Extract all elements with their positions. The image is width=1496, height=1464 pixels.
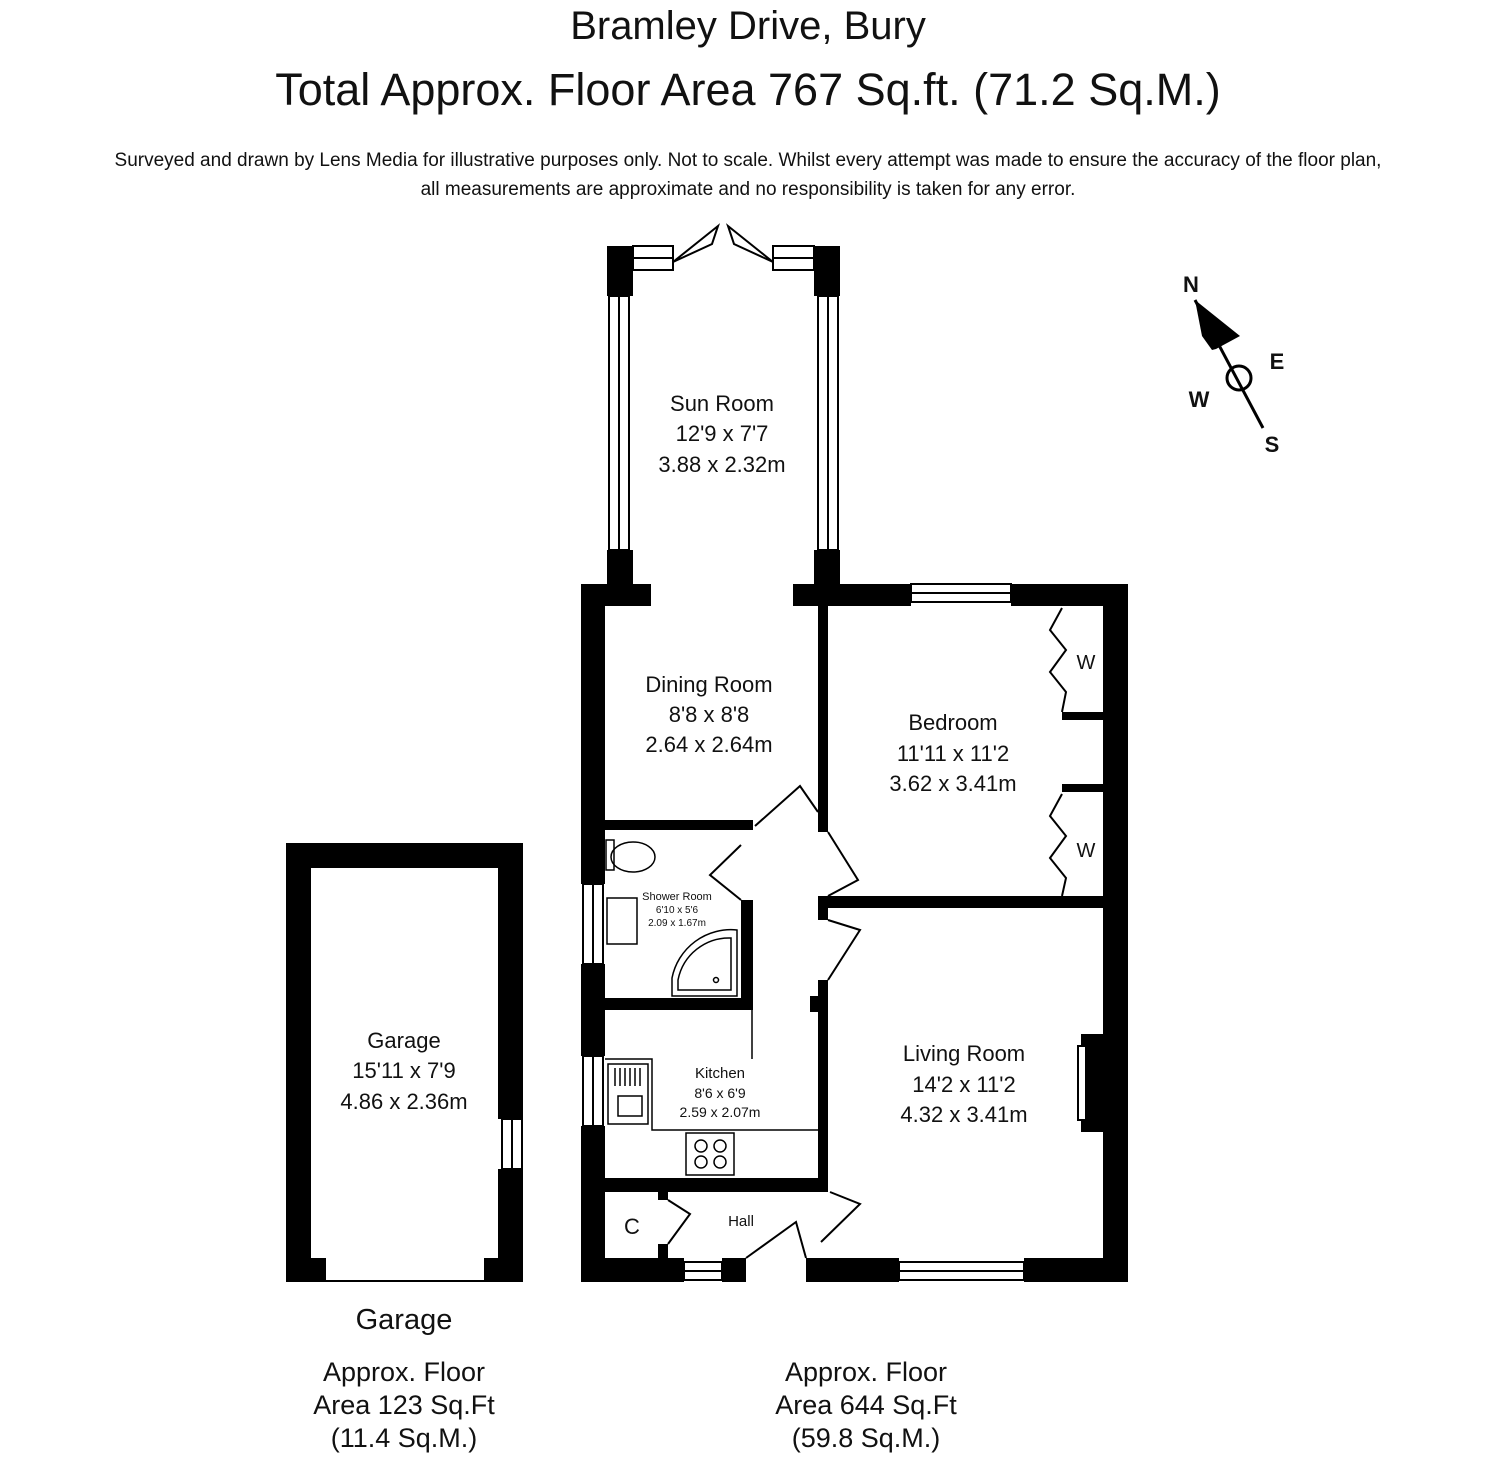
- compass-rose: [1183, 272, 1284, 457]
- plan-title: Bramley Drive, Bury: [570, 4, 926, 48]
- bedroom-imperial: 11'11 x 11'2: [896, 741, 1010, 766]
- toilet-cistern: [606, 840, 614, 870]
- hob-icon: [686, 1133, 734, 1175]
- garage-area-line-2: Area 123 Sq.Ft: [313, 1390, 495, 1420]
- room-label-dining-room: [645, 672, 772, 757]
- garage-area-line-3: (11.4 Sq.M.): [330, 1423, 478, 1453]
- basin-icon: [607, 898, 637, 944]
- living-room-name: Living Room: [902, 1041, 1026, 1066]
- shower-room-imperial: 6'10 x 5'6: [655, 905, 699, 916]
- north-arrow-icon: [1195, 300, 1240, 350]
- house-area-line-3: (59.8 Sq.M.): [791, 1423, 941, 1453]
- sun-room-metric: 3.88 x 2.32m: [658, 452, 786, 477]
- bedroom-name: Bedroom: [908, 710, 998, 735]
- house-area-line-2: Area 644 Sq.Ft: [775, 1390, 957, 1420]
- compass-w: W: [1188, 387, 1210, 412]
- house-area-line-1: Approx. Floor: [784, 1357, 948, 1387]
- cupboard-label: C: [624, 1214, 640, 1239]
- room-label-shower-room: [642, 891, 712, 929]
- wardrobe-label-1: W: [1076, 652, 1096, 674]
- garage-imperial: 15'11 x 7'9: [352, 1058, 456, 1083]
- dining-room-name: Dining Room: [645, 672, 773, 697]
- shower-room-metric: 2.09 x 1.67m: [648, 918, 706, 929]
- disclaimer-line-1: Surveyed and drawn by Lens Media for illustrative purposes only. Not to scale. Whilst every attempt was made to ensure the accuracy of the floor plan,: [114, 150, 1382, 171]
- kitchen-name: Kitchen: [694, 1065, 746, 1082]
- room-label-garage: [340, 1028, 467, 1114]
- living-room-metric: 4.32 x 3.41m: [900, 1102, 1028, 1127]
- toilet-icon: [611, 842, 655, 872]
- garage-footer-heading: Garage: [355, 1304, 453, 1336]
- dining-room-metric: 2.64 x 2.64m: [645, 732, 773, 757]
- kitchen-metric: 2.59 x 2.07m: [679, 1104, 761, 1120]
- total-area-subtitle: Total Approx. Floor Area 767 Sq.ft. (71.2 Sq.M.): [275, 64, 1221, 115]
- room-label-kitchen: [680, 1065, 761, 1120]
- shower-tray-icon: [672, 930, 737, 996]
- compass-s: S: [1264, 432, 1280, 457]
- room-label-bedroom: [889, 710, 1016, 796]
- fireplace: [1078, 1046, 1086, 1120]
- sun-room-name: Sun Room: [670, 391, 774, 416]
- kitchen-imperial: 8'6 x 6'9: [694, 1085, 746, 1101]
- dining-room-imperial: 8'8 x 8'8: [668, 702, 750, 727]
- compass-n: N: [1183, 272, 1199, 297]
- room-label-living-room: [900, 1041, 1027, 1127]
- garage-name: Garage: [367, 1028, 441, 1053]
- wardrobe-doors: [1050, 608, 1066, 896]
- hall-label: Hall: [728, 1213, 754, 1230]
- disclaimer-line-2: all measurements are approximate and no responsibility is taken for any error.: [420, 179, 1076, 200]
- room-label-sun-room: [658, 391, 785, 477]
- garage-area-line-1: Approx. Floor: [322, 1357, 486, 1387]
- french-doors: [673, 226, 773, 262]
- wardrobe-label-2: W: [1076, 840, 1096, 862]
- compass-e: E: [1269, 349, 1285, 374]
- sun-room-imperial: 12'9 x 7'7: [675, 421, 769, 446]
- shower-room-name: Shower Room: [642, 891, 712, 903]
- garage-metric: 4.86 x 2.36m: [340, 1089, 468, 1114]
- living-room-imperial: 14'2 x 11'2: [912, 1072, 1016, 1097]
- bedroom-metric: 3.62 x 3.41m: [889, 771, 1017, 796]
